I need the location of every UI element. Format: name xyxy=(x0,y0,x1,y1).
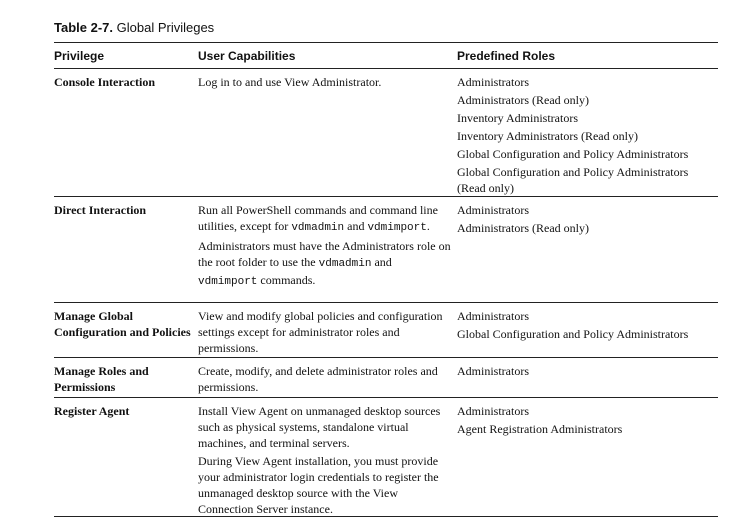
role-item: Administrators xyxy=(457,203,529,217)
command-name: vdmadmin xyxy=(291,222,345,234)
table-header-row xyxy=(54,43,718,69)
role-item: Global Configuration and Policy Administrators xyxy=(457,327,689,341)
table-row xyxy=(54,69,718,197)
role-item: Inventory Administrators xyxy=(457,111,578,125)
table-row xyxy=(54,303,718,358)
table-row xyxy=(54,398,718,517)
command-name: vdmimport xyxy=(198,276,258,288)
role-item: Agent Registration Administrators xyxy=(457,422,623,436)
capabilities-cell xyxy=(198,403,457,516)
table-row xyxy=(54,358,718,398)
privilege-cell: Register Agent xyxy=(54,404,130,418)
capabilities-cell xyxy=(198,74,457,192)
table-row xyxy=(54,197,718,303)
privilege-cell: Direct Interaction xyxy=(54,203,147,217)
role-item: Inventory Administrators (Read only) xyxy=(457,129,638,143)
privilege-cell: Manage Global Configuration and Policies xyxy=(54,309,191,339)
privilege-cell: Console Interaction xyxy=(54,75,155,89)
capability-text: During View Agent installation, you must provide your administrator login credentials to register the unmanaged desktop source with the View Connection Server instance. xyxy=(198,454,439,516)
capability-text: Create, modify, and delete administrator roles and permissions. xyxy=(198,364,438,394)
capability-text: View and modify global policies and configuration settings except for administrator roles and permissions. xyxy=(198,309,443,355)
role-item: Global Configuration and Policy Administrators xyxy=(457,147,689,161)
roles-cell xyxy=(457,403,718,512)
role-item: Administrators (Read only) xyxy=(457,93,589,107)
document-page xyxy=(54,20,718,517)
role-item: Administrators xyxy=(457,364,529,378)
header-privilege: Privilege xyxy=(54,48,105,63)
capability-text-part: and xyxy=(347,219,365,233)
roles-cell xyxy=(457,202,718,298)
capability-text xyxy=(198,238,451,290)
roles-cell xyxy=(457,363,718,393)
role-item: Global Configuration and Policy Administrators (Read only) xyxy=(457,165,689,195)
header-user-capabilities: User Capabilities xyxy=(198,48,296,63)
capability-text: Log in to and use View Administrator. xyxy=(198,75,382,89)
capability-text-part: Administrators must have the Administrators role on the root folder to use the xyxy=(198,239,451,269)
table-caption xyxy=(54,20,718,36)
header-predefined-roles: Predefined Roles xyxy=(457,48,556,63)
table-number: Table 2-7. xyxy=(54,20,114,35)
capability-text-part: Run all PowerShell commands and command line utilities, except for xyxy=(198,203,438,233)
capability-text-part: . xyxy=(426,219,430,233)
role-item: Administrators xyxy=(457,309,529,323)
role-item: Administrators xyxy=(457,404,529,418)
role-item: Administrators xyxy=(457,75,529,89)
capabilities-cell xyxy=(198,363,457,393)
capabilities-cell xyxy=(198,308,457,353)
capability-text-part: and xyxy=(374,255,392,269)
role-item: Administrators (Read only) xyxy=(457,221,589,235)
command-name: vdmimport xyxy=(367,222,427,234)
capability-text xyxy=(198,202,451,236)
capability-text-part: commands. xyxy=(260,273,316,287)
capabilities-cell xyxy=(198,202,457,298)
roles-cell xyxy=(457,308,718,353)
command-name: vdmadmin xyxy=(318,258,372,270)
capability-text: Install View Agent on unmanaged desktop sources such as physical systems, standalone virtual machines, and terminal servers. xyxy=(198,404,441,450)
privilege-cell: Manage Roles and Permissions xyxy=(54,364,149,394)
table-title: Global Privileges xyxy=(116,20,215,35)
roles-cell xyxy=(457,74,718,195)
